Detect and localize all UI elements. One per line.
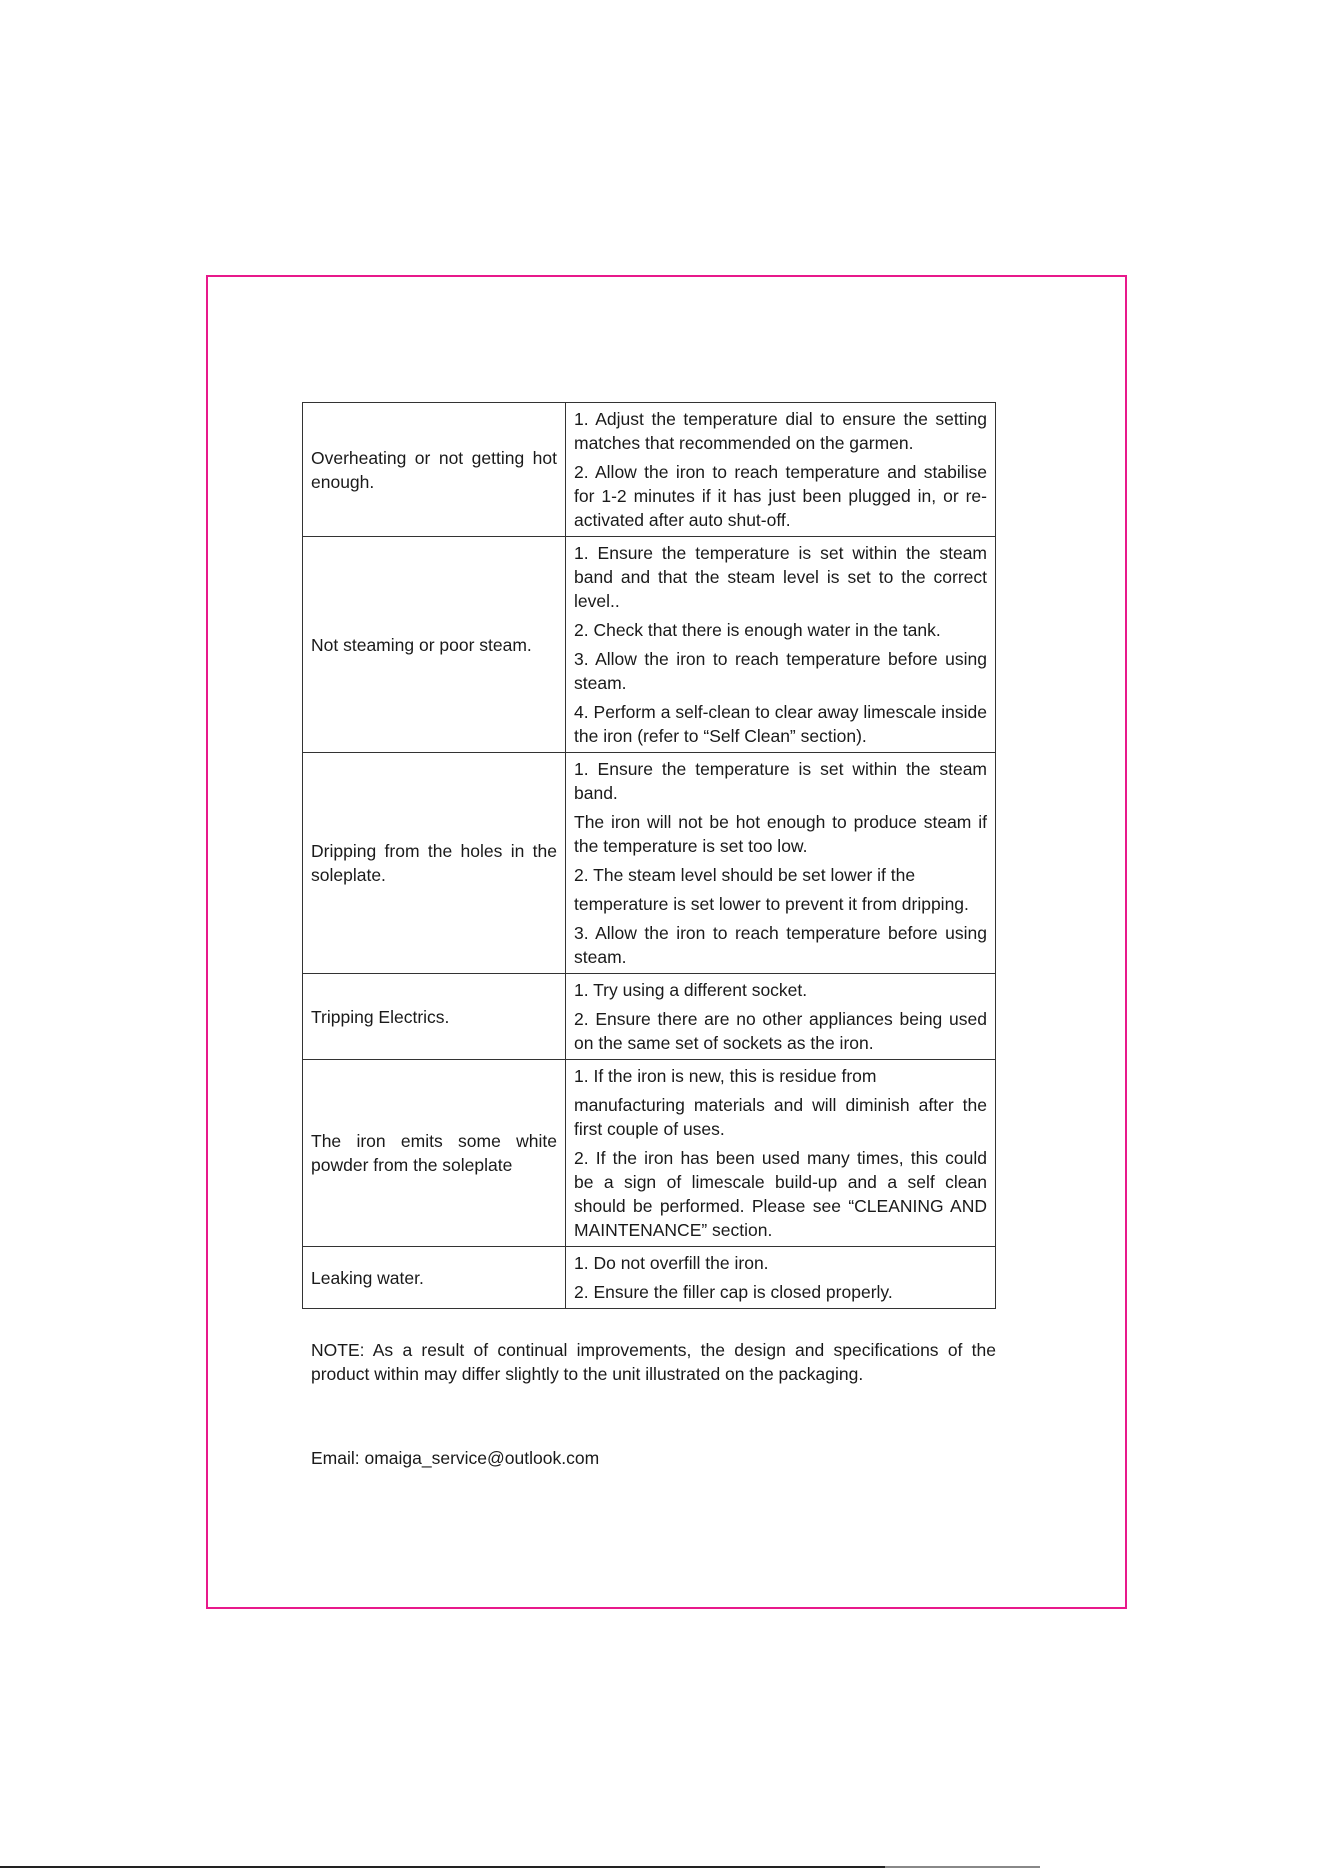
solution-step: 1. Try using a different socket. [574, 980, 808, 1000]
solution-step: 1. Ensure the temperature is set within the steam band. [574, 759, 987, 803]
solution-cell [566, 753, 996, 974]
solution-step: 2. The steam level should be set lower if the [574, 865, 916, 885]
troubleshooting-table-body [303, 403, 996, 1309]
solution-step: The iron will not be hot enough to produce steam if the temperature is set too low. [574, 812, 987, 856]
problem-cell: Not steaming or poor steam. [303, 537, 566, 753]
solution-step: manufacturing materials and will diminish after the first couple of uses. [574, 1095, 987, 1139]
bottom-rule [0, 1866, 885, 1868]
solution-cell [566, 974, 996, 1060]
solution-step: 2. If the iron has been used many times, this could be a sign of limescale build-up and a self clean should be performed. Please see “CLEANING AND MAINTENANCE” section. [574, 1148, 987, 1240]
solution-step: 2. Allow the iron to reach temperature and stabilise for 1-2 minutes if it has just been plugged in, or re-activated after auto shut-off. [574, 462, 987, 530]
solution-cell [566, 1060, 996, 1247]
solution-step: temperature is set lower to prevent it from dripping. [574, 894, 969, 914]
problem-cell: Dripping from the holes in the soleplate. [303, 753, 566, 974]
bottom-rule-tail [885, 1866, 1040, 1868]
solution-step: 3. Allow the iron to reach temperature before using steam. [574, 649, 987, 693]
solution-cell [566, 1247, 996, 1309]
solution-step: 2. Ensure the filler cap is closed properly. [574, 1282, 893, 1302]
email-text: Email: omaiga_service@outlook.com [311, 1448, 600, 1468]
problem-cell: The iron emits some white powder from the soleplate [303, 1060, 566, 1247]
table-row [303, 753, 996, 974]
solution-cell [566, 537, 996, 753]
table-row [303, 537, 996, 753]
solution-step: 4. Perform a self-clean to clear away limescale inside the iron (refer to “Self Clean” section). [574, 702, 987, 746]
table-row [303, 1247, 996, 1309]
problem-cell: Leaking water. [303, 1247, 566, 1309]
solution-cell [566, 403, 996, 537]
solution-step: 1. Adjust the temperature dial to ensure the setting matches that recommended on the garmen. [574, 409, 987, 453]
problem-cell: Tripping Electrics. [303, 974, 566, 1060]
solution-step: 1. Do not overfill the iron. [574, 1253, 769, 1273]
table-row [303, 1060, 996, 1247]
solution-step: 2. Check that there is enough water in the tank. [574, 620, 941, 640]
solution-step: 2. Ensure there are no other appliances being used on the same set of sockets as the iron. [574, 1009, 987, 1053]
problem-cell: Overheating or not getting hot enough. [303, 403, 566, 537]
table-row [303, 403, 996, 537]
solution-step: 1. If the iron is new, this is residue from [574, 1066, 877, 1086]
table-row [303, 974, 996, 1060]
solution-step: 1. Ensure the temperature is set within the steam band and that the steam level is set to the correct level.. [574, 543, 987, 611]
solution-step: 3. Allow the iron to reach temperature before using steam. [574, 923, 987, 967]
troubleshooting-table [302, 402, 996, 1309]
note-text: NOTE: As a result of continual improvements, the design and specifications of the product within may differ slightly to the unit illustrated on the packaging. [311, 1340, 996, 1384]
